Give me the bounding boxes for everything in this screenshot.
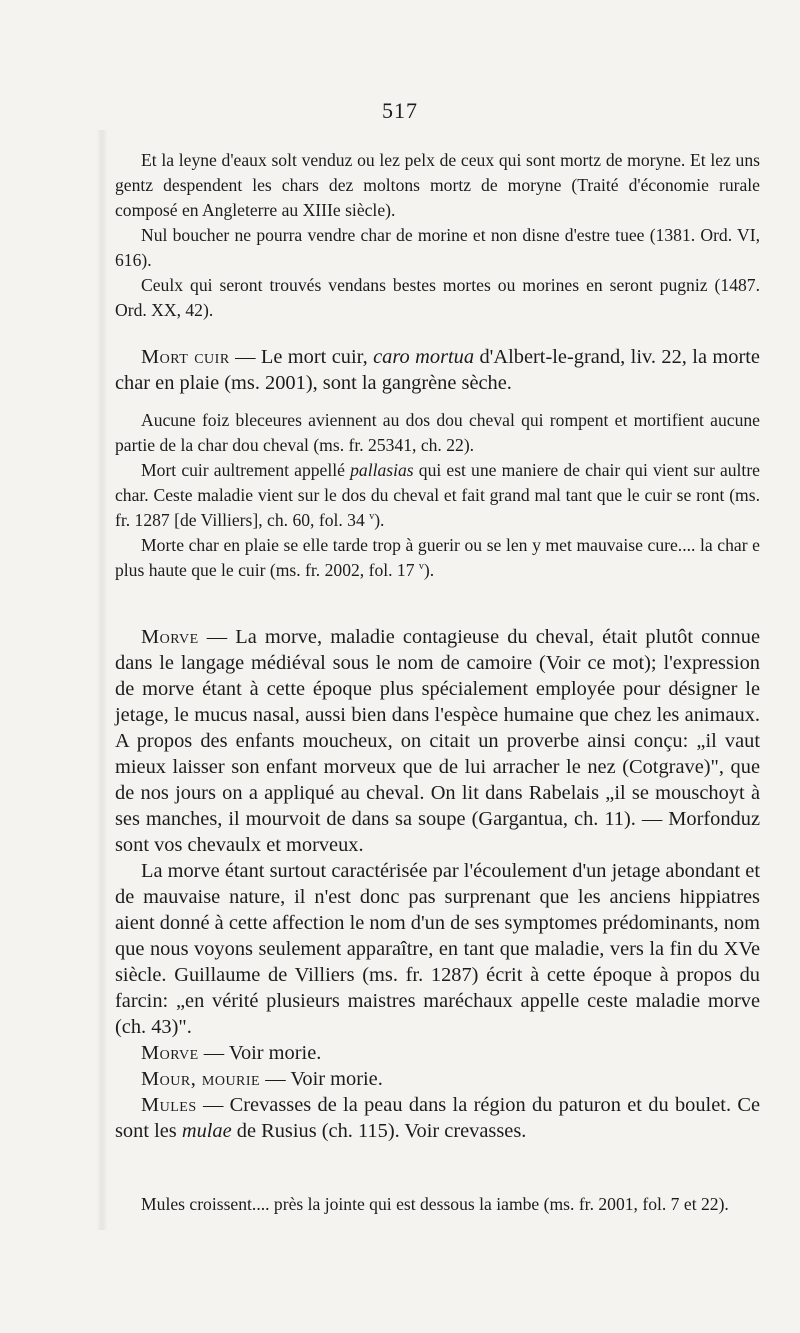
quotes-mules xyxy=(115,1192,760,1217)
entry-headword: Mules xyxy=(141,1094,197,1116)
entry-text: de Rusius (ch. 115). Voir crevasses. xyxy=(231,1120,527,1142)
quote-superscript: v xyxy=(418,561,424,573)
page-number: 517 xyxy=(382,98,418,123)
quotes-mort-cuir xyxy=(115,408,760,583)
entry-paragraph: La morve étant surtout caractérisée par l'écoulement d'un jetage abondant et de mauvaise nature, il n'est donc pas surprenant que les anciens hippiatres aient donné à cette affection le nom d'un de ses symptomes prédominants, nom que nous voyons seulement apparaître, en tant que maladie, vers la fin du XVe siècle. Guillaume de Villiers (ms. fr. 1287) écrit à cette époque à propos du farcin: „en vérité plusieurs maistres maréchaux appelle ceste maladie morve (ch. 43)". xyxy=(115,860,760,1038)
entry-text: — La morve, maladie contagieuse du cheval, était plutôt connue dans le langage médiéval sous le nom de camoire (Voir ce mot); l'expression de morve étant à cette époque plus spécialement employée pour désigner le jetage, le mucus nasal, aussi bien dans l'espèce humaine que chez les animaux. A propos des enfants moucheux, on citait un proverbe ainsi conçu: „il vaut mieux laisser son enfant morveux que de lui arracher le nez (Cotgrave)", que de nos jours on a appliqué au cheval. On lit dans Rabelais „il se mouschoyt à ses manches, il mourvoit de dans sa soupe (Gargantua, ch. 11). — Morfonduz sont vos chevaulx et morveux. xyxy=(115,626,760,856)
quote-italic: pallasias xyxy=(350,460,414,480)
entry-text: d'Albert-le-grand, liv. 22, la morte char en plaie (ms. 2001), sont la gangrène sèche. xyxy=(115,346,760,394)
quote-paragraph xyxy=(115,458,760,533)
quote-paragraph: Nul boucher ne pourra vendre char de morine et non disne d'estre tuee (1381. Ord. VI, 616). xyxy=(115,225,760,270)
entry-headword: Mour, mourie xyxy=(141,1068,261,1090)
binding-shadow xyxy=(96,130,108,1230)
entry-italic: caro mortua xyxy=(373,346,475,368)
entry-morve xyxy=(115,624,760,1144)
entry-text: — Voir morie. xyxy=(260,1068,383,1090)
entry-italic: mulae xyxy=(181,1120,232,1142)
quote-paragraph xyxy=(115,533,760,583)
quote-paragraph: Aucune foiz bleceures aviennent au dos dou cheval qui rompent et mortifient aucune partie de la char dou cheval (ms. fr. 25341, ch. 22). xyxy=(115,410,760,455)
quote-text: qui est une maniere de chair qui vient sur aultre char. Ceste maladie vient sur le dos du cheval et fait grand mal tant que le cuir se ront (ms. fr. 1287 [de Villiers], ch. 60, fol. 34 xyxy=(115,460,760,530)
quotes-morine xyxy=(115,148,760,323)
entry-text: — Le mort cuir, xyxy=(229,346,374,368)
quote-text: ). xyxy=(423,560,435,580)
entry-mort-cuir xyxy=(115,344,760,396)
quote-superscript: v xyxy=(369,511,375,523)
quote-text: Morte char en plaie se elle tarde trop à guerir ou se len y met mauvaise cure.... la char e plus haute que le cuir (ms. fr. 2002, fol. 17 xyxy=(115,535,760,580)
quote-paragraph: Ceulx qui seront trouvés vendans bestes mortes ou morines en seront pugniz (1487. Ord. XX, 42). xyxy=(115,275,760,320)
quote-paragraph: Et la leyne d'eaux solt venduz ou lez pelx de ceux qui sont mortz de moryne. Et lez uns gentz despendent les chars dez moltons mortz de moryne (Traité d'économie rurale composé en Angleterre au XIIIe siècle). xyxy=(115,150,760,220)
quote-text: ). xyxy=(374,510,385,530)
entry-text: — Voir morie. xyxy=(198,1042,322,1064)
quote-paragraph: Mules croissent.... près la jointe qui est dessous la iambe (ms. fr. 2001, fol. 7 et 22). xyxy=(141,1194,729,1214)
entry-headword: Morve xyxy=(141,626,199,648)
entry-headword: Mort cuir xyxy=(141,346,230,368)
entry-headword: Morve xyxy=(141,1042,199,1064)
entry-text: — Crevasses de la peau dans la région du paturon et du boulet. Ce sont les xyxy=(115,1094,760,1142)
quote-text: Mort cuir aultrement appellé xyxy=(141,460,351,480)
